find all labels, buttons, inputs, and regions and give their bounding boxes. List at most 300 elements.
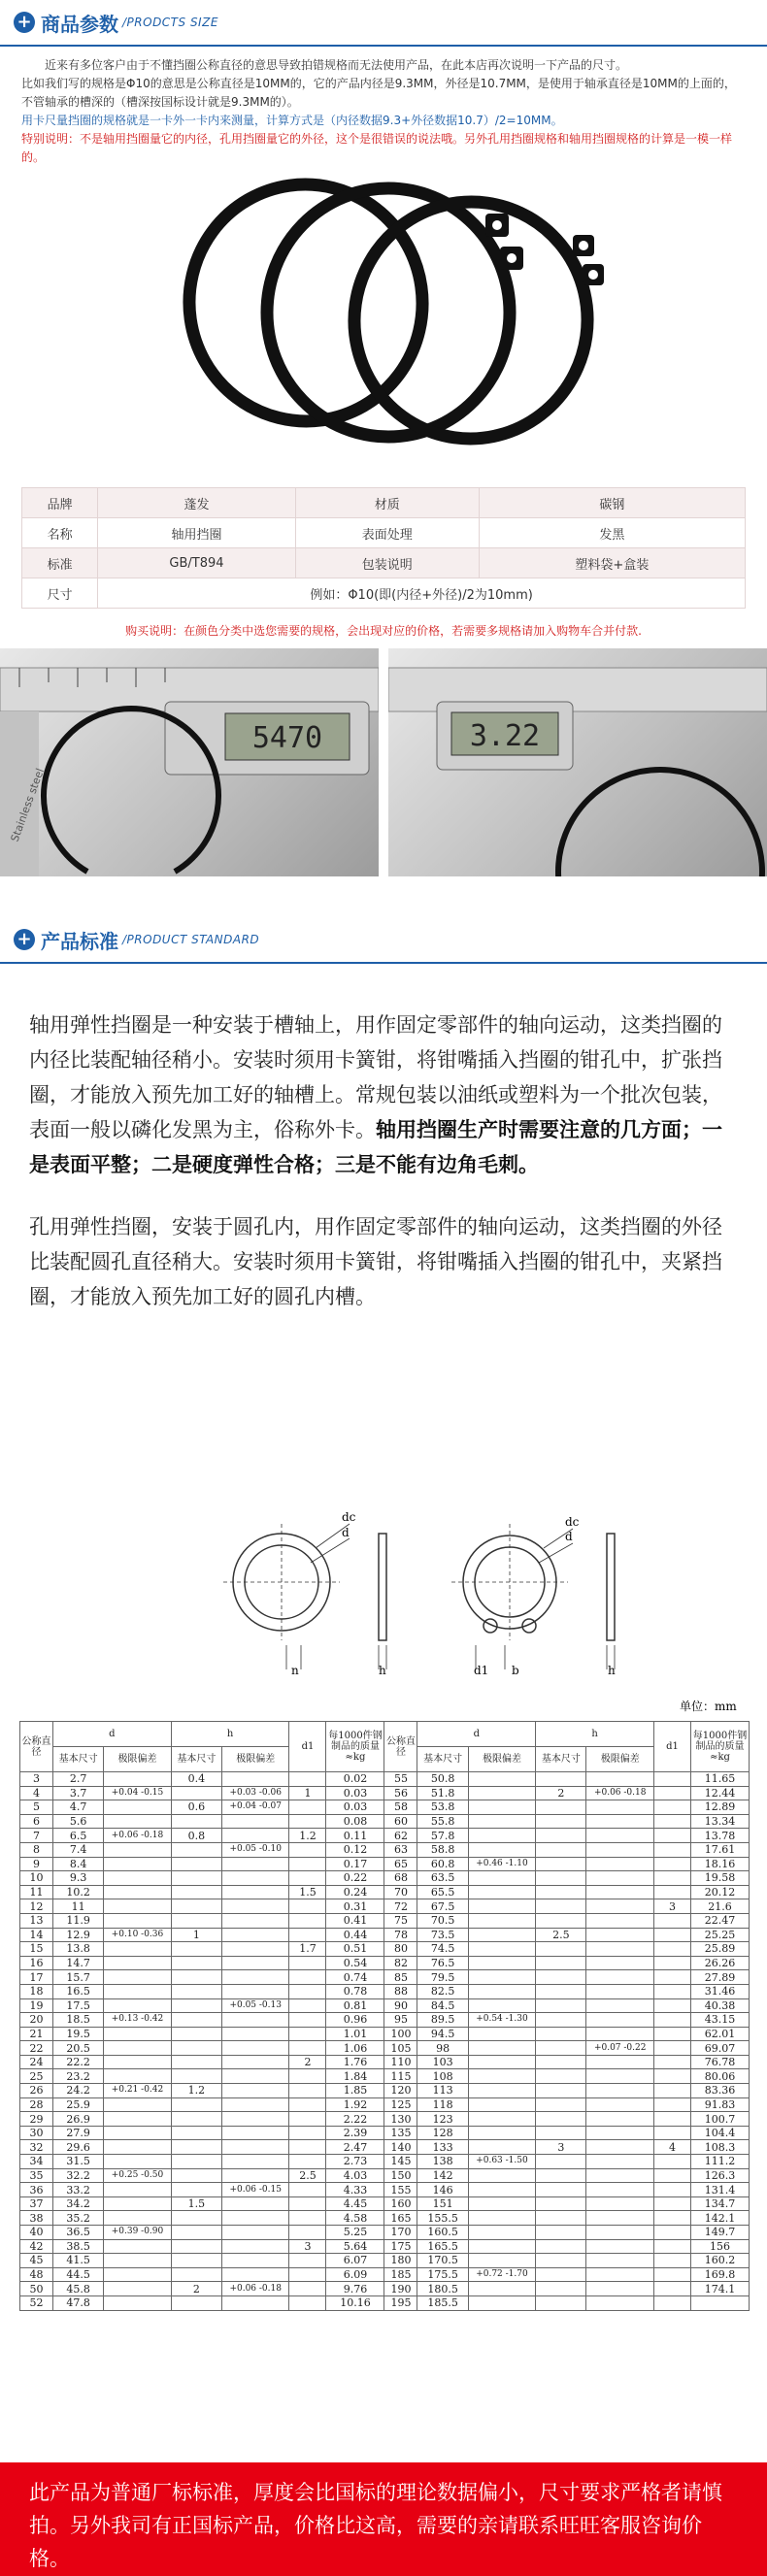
table-cell — [289, 2282, 326, 2296]
table-cell: 17 — [20, 1970, 53, 1985]
table-row — [20, 2069, 750, 2084]
table-cell — [104, 2027, 171, 2041]
spec-label: 材质 — [295, 488, 479, 518]
label-h2: h — [608, 1664, 616, 1677]
buy-note: 购买说明：在颜色分类中选您需要的规格，会出现对应的价格，若需要多规格请加入购物车合并付款. — [125, 624, 642, 638]
table-cell: 3.7 — [53, 1786, 104, 1800]
table-row — [20, 2027, 750, 2041]
table-cell: 2.5 — [289, 2168, 326, 2183]
table-cell — [289, 1913, 326, 1928]
table-cell — [586, 1800, 654, 1815]
table-cell — [289, 2155, 326, 2169]
table-cell: 50.8 — [417, 1772, 468, 1787]
table-row — [20, 1829, 750, 1843]
table-cell: 105 — [384, 2041, 417, 2056]
table-cell — [468, 2041, 535, 2056]
table-cell: +0.06 -0.18 — [104, 1829, 171, 1843]
table-cell — [586, 2084, 654, 2098]
caliper-reading-outer: 3.22 — [469, 719, 541, 753]
table-row — [20, 1956, 750, 1970]
table-cell — [171, 2295, 221, 2310]
table-cell: 1.76 — [326, 2055, 384, 2069]
table-cell — [468, 2126, 535, 2140]
table-cell: 2 — [289, 2055, 326, 2069]
table-cell — [171, 1857, 221, 1871]
table-cell — [221, 1956, 288, 1970]
label-dc2: dc — [565, 1515, 580, 1529]
table-cell: 70 — [384, 1885, 417, 1899]
table-row — [20, 2155, 750, 2169]
table-cell — [586, 2226, 654, 2240]
table-cell: 4.03 — [326, 2168, 384, 2183]
table-cell — [171, 1998, 221, 2013]
table-cell: 83.36 — [691, 2084, 750, 2098]
table-cell: 156 — [691, 2239, 750, 2254]
table-cell — [171, 1956, 221, 1970]
table-cell — [468, 1984, 535, 1998]
table-cell: 5.6 — [53, 1814, 104, 1829]
table-cell: 11.9 — [53, 1913, 104, 1928]
table-row — [20, 1800, 750, 1815]
table-cell: 69.07 — [691, 2041, 750, 2056]
table-cell — [221, 1885, 288, 1899]
table-row — [20, 1984, 750, 1998]
table-cell — [468, 2027, 535, 2041]
table-cell — [654, 2069, 691, 2084]
table-cell — [586, 2055, 654, 2069]
intro-p4: 特别说明：不是轴用挡圈量它的内径，孔用挡圈量它的外径，这个是很错误的说法哦。另外孔用挡圈规格和轴用挡圈规格的计算是一模一样的。 — [21, 132, 733, 164]
plus-icon: + — [14, 929, 35, 950]
table-cell: 0.22 — [326, 1871, 384, 1886]
table-cell — [221, 2055, 288, 2069]
table-cell — [536, 1800, 586, 1815]
table-cell: 23.2 — [53, 2069, 104, 2084]
table-header-row — [20, 1722, 750, 1747]
table-cell — [654, 2267, 691, 2282]
plus-icon: + — [14, 12, 35, 33]
table-row — [20, 2295, 750, 2310]
table-row — [20, 1970, 750, 1985]
table-row — [20, 2183, 750, 2197]
table-cell: 125 — [384, 2097, 417, 2112]
table-cell: 78 — [384, 1928, 417, 1942]
table-cell: 100 — [384, 2027, 417, 2041]
table-cell: 0.54 — [326, 1956, 384, 1970]
table-cell — [654, 2239, 691, 2254]
table-cell — [289, 2027, 326, 2041]
table-row — [20, 1942, 750, 1957]
table-cell: 22.2 — [53, 2055, 104, 2069]
table-cell: 35 — [20, 2168, 53, 2183]
table-cell — [221, 2097, 288, 2112]
table-cell — [468, 1913, 535, 1928]
table-cell — [221, 2239, 288, 2254]
table-cell — [104, 1842, 171, 1857]
table-cell: +0.06 -0.18 — [221, 2282, 288, 2296]
table-cell — [104, 1913, 171, 1928]
spec-label: 尺寸 — [22, 578, 98, 609]
header-d1: d1 — [289, 1722, 326, 1772]
table-row — [20, 2282, 750, 2296]
spec-label: 包装说明 — [295, 548, 479, 578]
table-cell — [104, 2239, 171, 2254]
table-cell — [654, 1800, 691, 1815]
table-cell — [654, 2254, 691, 2268]
table-cell — [468, 2084, 535, 2098]
table-cell — [104, 2055, 171, 2069]
label-h: h — [379, 1664, 386, 1677]
spec-value: GB/T894 — [98, 548, 296, 578]
table-cell: 138 — [417, 2155, 468, 2169]
table-cell — [171, 2211, 221, 2226]
table-cell: 11.65 — [691, 1772, 750, 1787]
table-cell — [104, 1772, 171, 1787]
table-cell — [221, 1814, 288, 1829]
table-cell: +0.10 -0.36 — [104, 1928, 171, 1942]
table-cell — [536, 1829, 586, 1843]
table-cell: 32.2 — [53, 2168, 104, 2183]
table-cell — [586, 1772, 654, 1787]
table-cell: 160.2 — [691, 2254, 750, 2268]
table-row — [20, 2140, 750, 2155]
table-cell: 180.5 — [417, 2282, 468, 2296]
table-cell — [221, 1829, 288, 1843]
table-cell — [468, 2211, 535, 2226]
table-cell — [468, 2226, 535, 2240]
table-row — [20, 2041, 750, 2056]
table-cell — [586, 2254, 654, 2268]
table-row — [20, 1814, 750, 1829]
table-cell: 9.3 — [53, 1871, 104, 1886]
table-cell — [289, 1956, 326, 1970]
header-d1: d1 — [654, 1722, 691, 1772]
table-cell — [104, 1956, 171, 1970]
table-cell: 17.61 — [691, 1842, 750, 1857]
table-row — [20, 2196, 750, 2211]
table-cell: 0.8 — [171, 1829, 221, 1843]
table-cell: 24.2 — [53, 2084, 104, 2098]
table-cell — [171, 2112, 221, 2127]
spec-value: 蓬发 — [98, 488, 296, 518]
spec-label: 名称 — [22, 518, 98, 548]
table-cell — [586, 1970, 654, 1985]
table-cell: 22.47 — [691, 1913, 750, 1928]
table-cell — [468, 1786, 535, 1800]
section-subtitle: /PRODCTS SIZE — [122, 16, 218, 29]
std-highlight: 轴用挡圈生产时需要注意的几方面；一是表面平整；二是硬度弹性合格；三是不能有边角毛刺。 — [29, 1118, 722, 1176]
label-dc: dc — [342, 1510, 356, 1524]
table-cell — [221, 2226, 288, 2240]
table-cell: 7.4 — [53, 1842, 104, 1857]
table-cell — [171, 1970, 221, 1985]
table-cell: 155.5 — [417, 2211, 468, 2226]
section-title: 产品标准 — [41, 929, 118, 953]
intro-text — [0, 47, 767, 167]
spec-value: 碳钢 — [479, 488, 745, 518]
table-cell — [468, 1970, 535, 1985]
label-n: n — [291, 1664, 299, 1677]
table-cell — [586, 2126, 654, 2140]
table-cell: 2.39 — [326, 2126, 384, 2140]
table-cell — [536, 2239, 586, 2254]
table-cell: +0.03 -0.06 — [221, 1786, 288, 1800]
table-cell — [104, 2196, 171, 2211]
table-cell — [536, 2211, 586, 2226]
table-cell: 44.5 — [53, 2267, 104, 2282]
table-cell — [289, 2041, 326, 2056]
table-cell: 40.38 — [691, 1998, 750, 2013]
table-cell: 104.4 — [691, 2126, 750, 2140]
table-row — [20, 2267, 750, 2282]
table-cell — [654, 2055, 691, 2069]
table-cell: 142 — [417, 2168, 468, 2183]
table-cell — [171, 2027, 221, 2041]
table-cell — [289, 1842, 326, 1857]
table-cell: 20.12 — [691, 1885, 750, 1899]
header-nominal: 公称直径 — [384, 1722, 417, 1772]
table-cell — [104, 2282, 171, 2296]
table-cell — [468, 1800, 535, 1815]
table-cell: 19.58 — [691, 1871, 750, 1886]
table-cell: 63.5 — [417, 1871, 468, 1886]
table-cell: 18.5 — [53, 2013, 104, 2028]
table-cell — [289, 1998, 326, 2013]
table-cell: 0.51 — [326, 1942, 384, 1957]
table-cell — [654, 2112, 691, 2127]
table-cell: 130 — [384, 2112, 417, 2127]
table-cell — [691, 2295, 750, 2310]
table-cell: 72 — [384, 1899, 417, 1914]
table-cell: 134.7 — [691, 2196, 750, 2211]
table-cell: 38.5 — [53, 2239, 104, 2254]
table-cell: 108.3 — [691, 2140, 750, 2155]
intro-p3: 用卡尺量挡圈的规格就是一卡外一卡内来测量，计算方式是（内径数据9.3+外径数据10.7）/2=10MM。 — [21, 114, 563, 127]
table-cell: 34 — [20, 2155, 53, 2169]
table-cell: 15 — [20, 1942, 53, 1957]
table-cell — [289, 2267, 326, 2282]
table-cell — [654, 1871, 691, 1886]
table-cell — [289, 1857, 326, 1871]
table-cell — [468, 2168, 535, 2183]
table-cell — [468, 2069, 535, 2084]
table-cell: 34.2 — [53, 2196, 104, 2211]
table-cell — [104, 2155, 171, 2169]
table-row — [20, 1857, 750, 1871]
table-row — [20, 2055, 750, 2069]
table-cell — [654, 1970, 691, 1985]
table-cell: 4.45 — [326, 2196, 384, 2211]
table-cell — [171, 2267, 221, 2282]
table-cell: 110 — [384, 2055, 417, 2069]
table-cell — [586, 1899, 654, 1914]
table-cell — [536, 2282, 586, 2296]
table-cell: 175.5 — [417, 2267, 468, 2282]
table-cell: 2.7 — [53, 1772, 104, 1787]
table-cell: 12.9 — [53, 1928, 104, 1942]
table-cell — [536, 2112, 586, 2127]
table-cell — [289, 2013, 326, 2028]
table-cell: 0.02 — [326, 1772, 384, 1787]
table-cell: 76.78 — [691, 2055, 750, 2069]
table-cell — [221, 2155, 288, 2169]
product-photo-rings — [0, 167, 767, 487]
table-cell — [289, 1970, 326, 1985]
table-cell — [171, 1984, 221, 1998]
spec-label: 表面处理 — [295, 518, 479, 548]
table-row — [20, 2126, 750, 2140]
table-cell — [654, 1814, 691, 1829]
table-cell — [221, 2027, 288, 2041]
table-cell — [289, 2112, 326, 2127]
table-cell: 14.7 — [53, 1956, 104, 1970]
table-cell: 18.16 — [691, 1857, 750, 1871]
table-cell — [104, 2295, 171, 2310]
table-cell: 4.7 — [53, 1800, 104, 1815]
table-row — [20, 2211, 750, 2226]
table-cell — [104, 2140, 171, 2155]
table-cell: 15.7 — [53, 1970, 104, 1985]
table-cell — [289, 2196, 326, 2211]
table-cell: 2.5 — [536, 1928, 586, 1942]
table-cell — [468, 2239, 535, 2254]
table-cell — [654, 2226, 691, 2240]
table-cell: 25.89 — [691, 1942, 750, 1957]
table-cell — [586, 1842, 654, 1857]
table-cell — [468, 2140, 535, 2155]
table-cell — [468, 1942, 535, 1957]
table-cell: 12.89 — [691, 1800, 750, 1815]
table-cell — [536, 1899, 586, 1914]
table-cell: 13.78 — [691, 1829, 750, 1843]
table-cell — [221, 2084, 288, 2098]
table-cell: 16.5 — [53, 1984, 104, 1998]
table-cell: +0.13 -0.42 — [104, 2013, 171, 2028]
table-cell: 20 — [20, 2013, 53, 2028]
table-cell: 118 — [417, 2097, 468, 2112]
table-cell: 21.6 — [691, 1899, 750, 1914]
table-cell: 9 — [20, 1857, 53, 1871]
table-cell — [654, 1984, 691, 1998]
table-cell: 74.5 — [417, 1942, 468, 1957]
table-cell — [536, 2084, 586, 2098]
table-cell: 27.9 — [53, 2126, 104, 2140]
table-cell: 169.8 — [691, 2267, 750, 2282]
table-cell: 32 — [20, 2140, 53, 2155]
table-cell: 151 — [417, 2196, 468, 2211]
table-cell: 195 — [384, 2295, 417, 2310]
table-cell — [654, 2295, 691, 2310]
table-cell: 3 — [289, 2239, 326, 2254]
table-cell: +0.72 -1.70 — [468, 2267, 535, 2282]
header-limit: 极限偏差 — [104, 1747, 171, 1772]
table-cell — [586, 1829, 654, 1843]
table-cell: 111.2 — [691, 2155, 750, 2169]
table-cell: 0.17 — [326, 1857, 384, 1871]
spec-value: 发黑 — [479, 518, 745, 548]
table-cell — [536, 2168, 586, 2183]
table-cell — [468, 1842, 535, 1857]
table-cell — [536, 1984, 586, 1998]
header-limit: 极限偏差 — [468, 1747, 535, 1772]
table-cell: 36 — [20, 2183, 53, 2197]
table-cell: 0.24 — [326, 1885, 384, 1899]
table-cell: 42 — [20, 2239, 53, 2254]
table-cell — [171, 2097, 221, 2112]
table-cell — [586, 2196, 654, 2211]
table-cell — [654, 1885, 691, 1899]
table-cell: 1.5 — [289, 1885, 326, 1899]
table-cell: 13 — [20, 1913, 53, 1928]
table-cell: 170.5 — [417, 2254, 468, 2268]
header-d: d — [53, 1722, 172, 1747]
table-cell — [289, 2140, 326, 2155]
table-cell: 73.5 — [417, 1928, 468, 1942]
table-cell — [468, 1998, 535, 2013]
table-cell: 33.2 — [53, 2183, 104, 2197]
table-cell — [221, 1942, 288, 1957]
table-cell — [536, 2183, 586, 2197]
table-cell — [221, 1928, 288, 1942]
table-cell — [289, 2226, 326, 2240]
table-cell — [289, 1814, 326, 1829]
std-paragraph-1: 轴用弹性挡圈是一种安装于槽轴上，用作固定零部件的轴向运动，这类挡圈的内径比装配轴径稍小。安装时须用卡簧钳，将钳嘴插入挡圈的钳孔中，扩张挡圈，才能放入预先加工好的轴槽上。常规包装以油纸或塑料为一个批次包装，表面一般以磷化发黑为主，俗称外卡。轴用挡圈生产时需要注意的几方面；一是表面平整；二是硬度弹性合格；三是不能有边角毛刺。 — [29, 1013, 722, 1176]
table-cell: 113 — [417, 2084, 468, 2098]
table-cell — [289, 1800, 326, 1815]
table-cell — [221, 2168, 288, 2183]
table-cell — [536, 2196, 586, 2211]
table-cell — [468, 2112, 535, 2127]
table-row — [20, 1885, 750, 1899]
table-cell: 65 — [384, 1857, 417, 1871]
table-cell — [171, 2069, 221, 2084]
table-cell: 26 — [20, 2084, 53, 2098]
table-cell: 45 — [20, 2254, 53, 2268]
table-cell: 1.01 — [326, 2027, 384, 2041]
table-cell: 0.6 — [171, 1800, 221, 1815]
table-cell: +0.06 -0.15 — [221, 2183, 288, 2197]
table-cell: 6 — [20, 1814, 53, 1829]
table-cell: 21 — [20, 2027, 53, 2041]
table-cell — [654, 2084, 691, 2098]
table-cell — [536, 1998, 586, 2013]
table-cell: 29 — [20, 2112, 53, 2127]
table-cell: 146 — [417, 2183, 468, 2197]
table-cell: 76.5 — [417, 1956, 468, 1970]
table-cell: 94.5 — [417, 2027, 468, 2041]
table-cell — [654, 1913, 691, 1928]
table-cell — [221, 2140, 288, 2155]
table-cell — [654, 2041, 691, 2056]
table-cell — [289, 2254, 326, 2268]
table-cell — [221, 2126, 288, 2140]
table-cell — [171, 2226, 221, 2240]
table-cell: 11 — [20, 1885, 53, 1899]
table-cell: 31.5 — [53, 2155, 104, 2169]
table-cell — [171, 2168, 221, 2183]
table-cell — [654, 1772, 691, 1787]
table-cell — [104, 1857, 171, 1871]
table-cell: +0.05 -0.10 — [221, 1842, 288, 1857]
table-cell: 0.74 — [326, 1970, 384, 1985]
table-cell: 16 — [20, 1956, 53, 1970]
table-cell — [104, 2183, 171, 2197]
table-cell — [171, 2013, 221, 2028]
table-cell: 17.5 — [53, 1998, 104, 2013]
table-cell — [536, 1942, 586, 1957]
table-cell: 175 — [384, 2239, 417, 2254]
label-d: d — [342, 1526, 350, 1539]
table-cell: 62.01 — [691, 2027, 750, 2041]
